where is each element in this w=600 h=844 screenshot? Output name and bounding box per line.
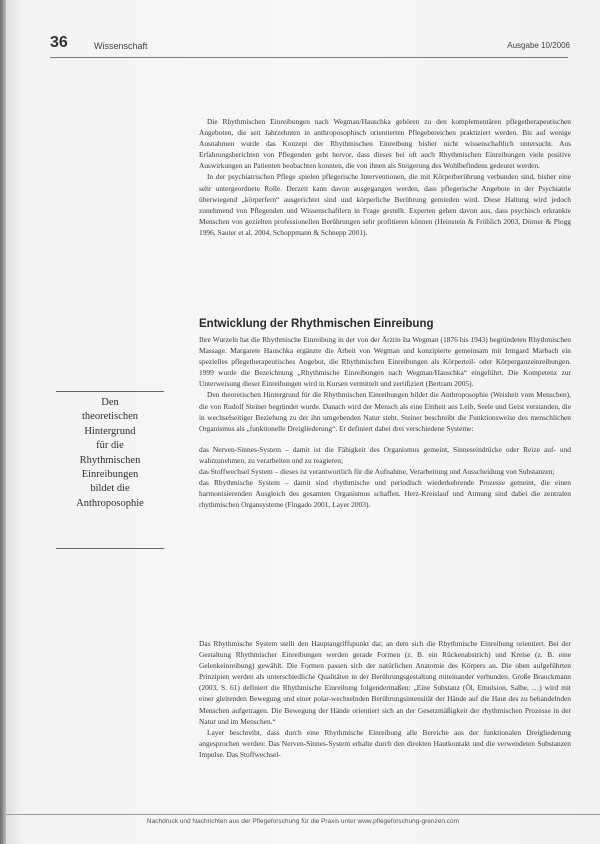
pull-quote-line: Hintergrund [84, 425, 136, 437]
issue-label: Ausgabe 10/2006 [507, 41, 570, 50]
section-heading: Entwicklung der Rhythmischen Einreibung [199, 318, 434, 330]
header-rule [50, 57, 568, 58]
pull-quote-line: Rhythmischen [79, 454, 141, 466]
page-footer: Nachdruck und Nachrichten aus der Pflegeforschung für die Praxis unter www.pflegeforschung-grenzen.com [6, 814, 600, 833]
paragraph: Den theoretischen Hintergrund für die Rhythmischen Einreibungen bildet die Anthroposophie (Weisheit vom Menschen), die von Rudolf Steiner begründet wurde. Danach wird der Mensch als eine Einheit aus Leib, Seele und Geist verstanden, die in wechselseitiger Beziehung zu der ihn umgebenden Natur steht. Steiner beschreibt die Funktionsweise des menschlichen Organismus als „funktionelle Dreigliederung“. Er definiert dabei drei verschiedene Systeme: [199, 390, 571, 433]
pull-quote-line: bildet die [90, 483, 130, 495]
pull-quote-bottom-rule [56, 548, 164, 549]
pull-quote-line: Anthroposophie [76, 497, 144, 509]
paragraph: Die Rhythmischen Einreibungen nach Wegman/Hauschka gehören zu den komplementären pflegetherapeutischen Angeboten, die seit Jahrzehnten in anthroposophisch orientierten Pflegebereichen praktiziert werden. Bis auf wenige Ausnahmen wurde das Konzept der Rhythmischen Einreibung bisher nicht wissenschaftlich untersucht. Aus Erfahrungsberichten von Pflegenden geht hervor, dass dieses bei oft auch Rhythmischen Einreibungen viele positive Auswirkungen an Patienten beobachten konnten, die von ihnen als Steigerung des Wohlbefindens gedeutet werden. [199, 117, 571, 171]
section-text [199, 334, 571, 510]
system-item: das Stoffwechsel System – dieses ist verantwortlich für die Aufnahme, Verarbeitung und Ausscheidung von Substanzen; [199, 467, 555, 477]
pull-quote-line: Einreibungen [81, 469, 139, 481]
pull-quote [56, 396, 164, 511]
closing-text [199, 638, 571, 760]
pull-quote-line: für die [96, 440, 124, 452]
system-item: das Rhythmische System – damit sind rhythmische und periodisch wiederkehrende Prozesse gemeint, die einen harmonisierenden Ausgleich des gesamten Organismus schaffen. Herz-Kreislauf und Atmung sind dabei die zentralen rhythmischen Organsysteme (Fingado 2001, Layer 2003). [199, 478, 571, 510]
page-spine-shadow [0, 0, 6, 844]
paragraph: Das Rhythmische System stellt den Hauptangriffspunkt dar, an dem sich die Rhythmische Einreibung orientiert. Bei der Gestaltung Rhythmischer Einreibungen werden gerade Formen (z. B. ein Rückenabstrich) und Kreise (z. B. eine Gelenkeinreibung) gewählt. Die Formen passen sich der natürlichen Anatomie des Körpers an. Die oben aufgeführten Prinzipien werden als unterschiedliche Qualitäten in der Berührungsgestaltung miteinander verbunden. Große Brauckmann (2003, S. 61) definiert die Rhythmische Einreibung folgendermaßen: „Eine Substanz (Öl, Emulsion, Salbe, …) wird mit einer gleitenden Bewegung und einer polar-wechselnden Berührungsintensität der Hände auf die Haut des zu behandelnden Menschen aufgetragen. Die Bewegung der Hände orientiert sich an der Gesetzmäßigkeit der rhythmischen Prozesse in der Natur und im Menschen.“ [199, 639, 571, 726]
system-item: das Nerven-Sinnes-System – damit ist die Fähigkeit des Organismus gemeint, Sinneseindrücke oder Reize auf- und wahrzunehmen, zu verarbeiten und zu reagieren; [199, 444, 571, 465]
paragraph: In der psychiatrischen Pflege spielen pflegerische Interventionen, die mit Körperberührung verbunden sind, bisher eine sehr untergeordnete Rolle. Derzeit kann davon ausgegangen werden, dass pflegerische Angebote in der Psychiatrie überwiegend „körperfern“ ausgerichtet sind und körperliche Berührung gemieden wird. Diese Haltung wird jedoch zunehmend von Pflegenden und Wissenschaftlern in Frage gestellt. Experten gehen davon aus, dass psychisch erkrankte Menschen von gezielten professionellen Berührungen sehr profitieren können (Heinstein & Fröhlich 2003, Dörner & Plogg 1996, Sauter et al. 2004, Schoppmann & Schnepp 2001). [199, 172, 571, 237]
pull-quote-top-rule [56, 391, 164, 392]
pull-quote-line: Den [101, 397, 119, 408]
page-header [50, 34, 570, 56]
pull-quote-line: theoretischen [82, 411, 138, 423]
intro-text [199, 116, 571, 238]
paragraph: Layer beschreibt, dass durch eine Rhythmische Einreibung alle Bereiche aus der funktionalen Dreigliederung angesprochen werden: Das Nerven-Sinnes-System erhalte durch den direkten Hautkontakt und die verwendeten Substanzen Impulse. Das Stoffwechsel- [199, 727, 571, 759]
page-number: 36 [50, 34, 68, 51]
paragraph: Ihre Wurzeln hat die Rhythmische Einreibung in der von der Ärztin Ita Wegman (1876 bis 1943) begründeten Rhythmischen Massage. Margarete Hauschka ergänzte die Arbeit von Wegman und konzipierte gemeinsam mit Irmgard Marbach ein spezielles pflegetherapeutisches Angebot, die Rhythmischen Einreibungen als Körperteil- oder Körperganzeinreibungen. 1999 wurde die Bezeichnung „Rhythmische Einreibungen nach Wegman/Hauschka“ eingeführt. Die Kompetenz zur Unterweisung dieser Einreibungen wird in Kursen vermittelt und zertifiziert (Bertram 2005). [199, 335, 571, 389]
section-label: Wissenschaft [94, 41, 148, 51]
